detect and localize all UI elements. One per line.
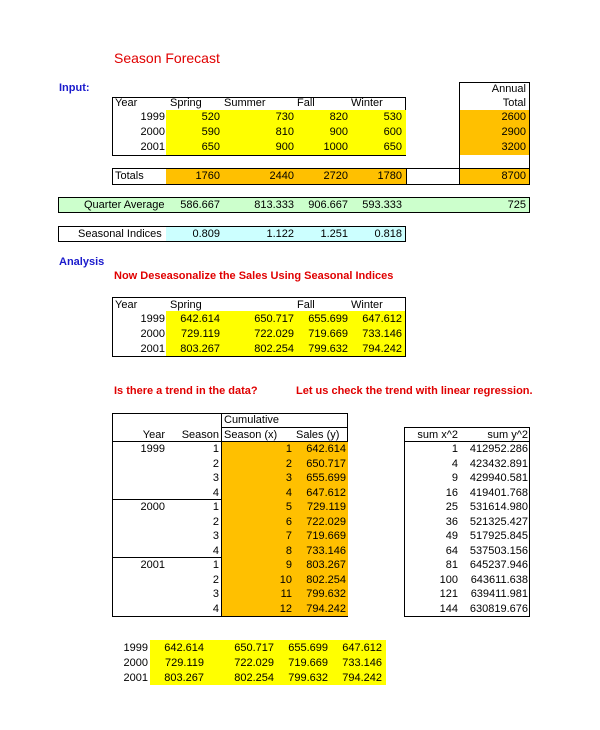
- deseasonalized-cell: 733.146: [362, 328, 402, 340]
- year-cell: 2001: [123, 672, 148, 684]
- deseasonalized-cell: 719.669: [308, 328, 348, 340]
- seasonal-index-value: 1.122: [266, 228, 294, 240]
- year-cell: 2000: [123, 657, 148, 669]
- sum-y2-cell: 521325.427: [469, 515, 528, 528]
- sum-y2-cell: 429940.581: [469, 472, 528, 484]
- year-cell: 1999: [140, 313, 165, 325]
- season-cell: 1: [212, 501, 219, 513]
- sum-y2-cell: 419401.768: [469, 486, 528, 499]
- totals-value: 1780: [377, 170, 402, 182]
- summary-cell: 650.717: [234, 642, 274, 654]
- totals-value: 2440: [269, 170, 294, 182]
- sales-cell: 530: [383, 111, 402, 123]
- deseasonalized-cell: 794.242: [362, 343, 402, 355]
- sum-x2-cell: 25: [445, 501, 458, 513]
- grand-total: 8700: [501, 170, 526, 182]
- y-cell: 650.717: [306, 457, 346, 470]
- x-cell: 1: [285, 443, 292, 455]
- summary-cell: 794.242: [342, 672, 382, 684]
- totals-label: Totals: [115, 170, 144, 182]
- deseasonalized-cell: 647.612: [362, 313, 402, 325]
- y-cell: 722.029: [306, 515, 346, 528]
- sales-cell: 900: [329, 126, 348, 138]
- season-cell: 3: [212, 472, 219, 484]
- summary-cell: 642.614: [164, 642, 204, 654]
- y-cell: 802.254: [306, 573, 346, 586]
- season-header: Season: [181, 429, 219, 441]
- annual-total-cell: 2900: [501, 126, 526, 138]
- sum-y2-cell: 639411.981: [470, 588, 528, 600]
- col-header-summer: Summer: [224, 97, 266, 109]
- year-cell: 1999: [123, 642, 148, 654]
- trend-check-note: Let us check the trend with linear regression.: [296, 385, 533, 397]
- y-cell: 719.669: [306, 530, 346, 542]
- quarter-average-value: 813.333: [254, 199, 294, 211]
- season-cell: 2: [212, 515, 219, 528]
- season-cell: 3: [212, 530, 219, 542]
- season-cell: 3: [212, 588, 219, 600]
- col-header-year: Year: [115, 299, 138, 311]
- summary-cell: 733.146: [342, 657, 382, 669]
- sales-cell: 590: [201, 126, 220, 138]
- year-cell: 2000: [140, 501, 165, 513]
- sum-x2-header: sum x^2: [417, 429, 458, 441]
- sales-y-header: Sales (y): [296, 429, 340, 441]
- col-header-spring: Spring: [170, 97, 202, 109]
- totals-value: 2720: [323, 170, 348, 182]
- season-cell: 4: [212, 486, 219, 499]
- x-cell: 9: [285, 559, 292, 571]
- season-cell: 1: [212, 443, 219, 455]
- season-cell: 4: [212, 544, 219, 557]
- sales-cell: 810: [275, 126, 294, 138]
- summary-cell: 722.029: [234, 657, 274, 669]
- sales-cell: 520: [201, 111, 220, 123]
- seasonal-index-value: 0.809: [192, 228, 220, 240]
- input-label: Input:: [59, 82, 90, 94]
- deseasonalized-cell: 722.029: [254, 328, 294, 340]
- divider: [406, 168, 407, 185]
- sales-cell: 1000: [323, 141, 348, 153]
- quarter-average-total: 725: [507, 199, 526, 211]
- sum-y2-header: sum y^2: [487, 429, 528, 441]
- deseasonalized-cell: 803.267: [180, 343, 220, 355]
- quarter-average-value: 593.333: [362, 199, 402, 211]
- annual-total-cell: 2600: [501, 111, 526, 123]
- x-cell: 2: [285, 457, 292, 470]
- sum-y2-cell: 412952.286: [469, 443, 528, 455]
- deseasonalized-cell: 642.614: [180, 313, 220, 325]
- sum-x2-cell: 1: [451, 443, 458, 455]
- year-cell: 2001: [140, 559, 165, 571]
- quarter-average-value: 586.667: [180, 199, 220, 211]
- season-cell: 2: [212, 573, 219, 586]
- col-header-year: Year: [115, 97, 138, 109]
- page-title: Season Forecast: [114, 50, 220, 66]
- seasonal-index-value: 0.818: [374, 228, 402, 240]
- year-cell: 1999: [140, 443, 165, 455]
- x-cell: 12: [279, 602, 292, 615]
- x-cell: 4: [285, 486, 292, 499]
- col-header-fall: Fall: [297, 97, 315, 109]
- sales-cell: 600: [383, 126, 402, 138]
- year-cell: 1999: [140, 111, 165, 123]
- sum-y2-cell: 643611.638: [470, 573, 528, 586]
- year-cell: 2000: [140, 126, 165, 138]
- deseasonalized-cell: 729.119: [181, 328, 220, 340]
- y-cell: 803.267: [306, 559, 346, 571]
- sum-y2-cell: 423432.891: [469, 457, 528, 470]
- y-cell: 733.146: [306, 544, 346, 557]
- quarter-average-value: 906.667: [308, 199, 348, 211]
- trend-question: Is there a trend in the data?: [114, 385, 258, 397]
- sum-y2-cell: 517925.845: [469, 530, 528, 542]
- y-cell: 794.242: [306, 602, 346, 615]
- deseasonalized-cell: 799.632: [308, 343, 348, 355]
- total-header: Total: [502, 97, 526, 109]
- deseasonalized-cell: 655.699: [308, 313, 348, 325]
- y-cell: 729.119: [307, 501, 346, 513]
- cumulative-header: Cumulative: [224, 414, 280, 426]
- col-header-winter: Winter: [351, 299, 383, 311]
- x-cell: 10: [279, 573, 292, 586]
- col-header-winter: Winter: [351, 97, 383, 109]
- y-cell: 799.632: [306, 588, 346, 600]
- season-cell: 1: [212, 559, 219, 571]
- year-cell: 2001: [140, 343, 165, 355]
- sum-x2-cell: 4: [451, 457, 458, 470]
- seasonal-index-value: 1.251: [320, 228, 348, 240]
- sales-cell: 650: [383, 141, 402, 153]
- summary-cell: 729.119: [165, 657, 204, 669]
- sum-x2-cell: 100: [439, 573, 458, 586]
- annual-total-cell: 3200: [501, 141, 526, 153]
- sum-x2-cell: 81: [445, 559, 458, 571]
- x-cell: 5: [285, 501, 292, 513]
- sum-x2-cell: 121: [439, 588, 458, 600]
- deseasonalize-heading: Now Deseasonalize the Sales Using Seasonal Indices: [114, 270, 394, 282]
- quarter-average-label: Quarter Average: [84, 199, 165, 211]
- col-header-spring: Spring: [170, 299, 202, 311]
- sum-y2-cell: 531614.980: [469, 501, 528, 513]
- season-cell: 4: [212, 602, 219, 615]
- year-header: Year: [142, 429, 165, 441]
- y-cell: 647.612: [306, 486, 346, 499]
- sum-y2-cell: 630819.676: [469, 602, 528, 615]
- sales-cell: 820: [329, 111, 348, 123]
- x-cell: 6: [285, 515, 292, 528]
- sum-x2-cell: 16: [445, 486, 458, 499]
- sales-cell: 650: [201, 141, 220, 153]
- sales-cell: 900: [275, 141, 294, 153]
- summary-cell: 802.254: [234, 672, 274, 684]
- year-cell: 2000: [140, 328, 165, 340]
- sum-y2-cell: 537503.156: [469, 544, 528, 557]
- deseasonalized-cell: 650.717: [254, 313, 294, 325]
- summary-cell: 719.669: [288, 657, 328, 669]
- year-cell: 2001: [140, 141, 165, 153]
- sum-x2-cell: 36: [445, 515, 458, 528]
- season-cell: 2: [212, 457, 219, 470]
- sum-y2-cell: 645237.946: [469, 559, 528, 571]
- season-x-header: Season (x): [224, 429, 278, 441]
- sum-x2-cell: 9: [451, 472, 458, 484]
- annual-header: Annual: [491, 83, 526, 95]
- col-header-fall: Fall: [297, 299, 315, 311]
- seasonal-indices-label: Seasonal Indices: [78, 228, 162, 240]
- x-cell: 11: [280, 588, 292, 600]
- x-cell: 8: [285, 544, 292, 557]
- x-cell: 7: [285, 530, 292, 542]
- sum-x2-cell: 64: [445, 544, 458, 557]
- summary-cell: 799.632: [288, 672, 328, 684]
- sum-x2-cell: 144: [439, 602, 458, 615]
- sales-cell: 730: [275, 111, 294, 123]
- y-cell: 655.699: [306, 472, 346, 484]
- sum-x2-cell: 49: [445, 530, 458, 542]
- totals-value: 1760: [195, 170, 220, 182]
- summary-cell: 655.699: [288, 642, 328, 654]
- summary-cell: 803.267: [164, 672, 204, 684]
- y-cell: 642.614: [306, 443, 346, 455]
- x-cell: 3: [285, 472, 292, 484]
- summary-cell: 647.612: [342, 642, 382, 654]
- analysis-label: Analysis: [59, 256, 105, 268]
- deseasonalized-cell: 802.254: [254, 343, 294, 355]
